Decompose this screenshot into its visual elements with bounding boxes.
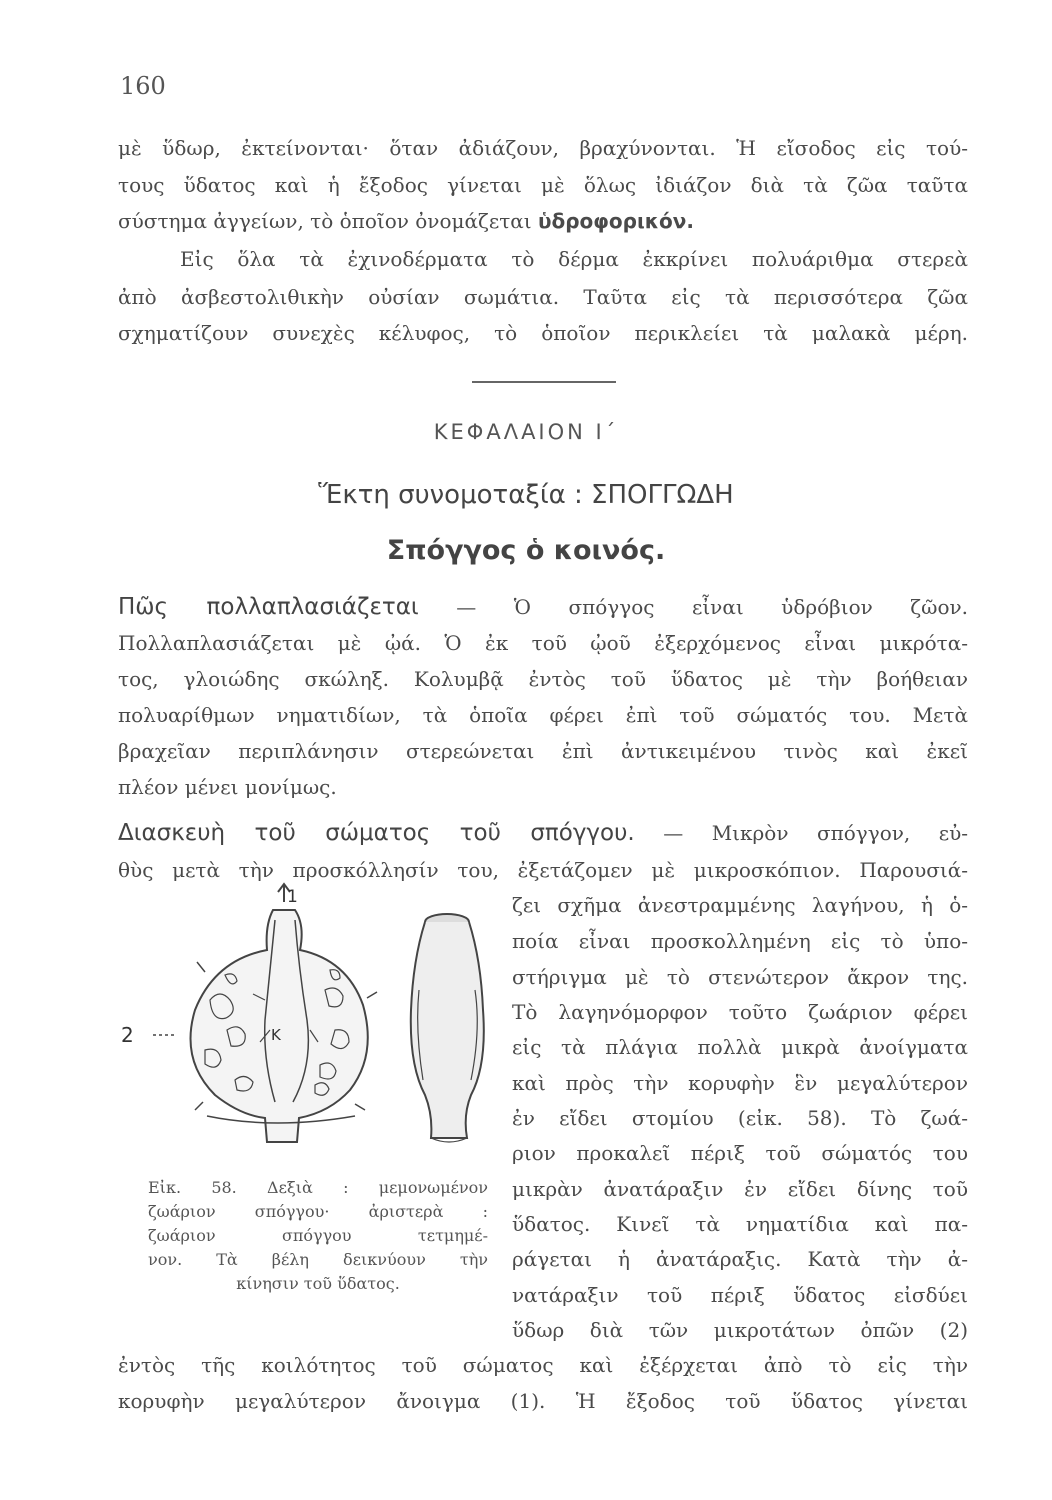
section-heading: Διασκευὴ τοῦ σώματος τοῦ σπόγγου. <box>118 820 635 846</box>
text-line: ριον προκαλεῖ πέριξ τοῦ σώματός του <box>512 1141 968 1165</box>
text-line: πολυαρίθμων νηματιδίων, τὰ ὁποῖα φέρει ἐπὶ τοῦ σώματός του. Μετὰ <box>118 703 968 727</box>
caption-line: νον. Τὰ βέλη δεικνύουν τὴν <box>148 1250 488 1269</box>
text-line: ζει σχῆμα ἀνεστραμμένης λαγήνου, ἡ ὁ- <box>512 893 968 917</box>
caption-line: κίνησιν τοῦ ὕδατος. <box>236 1274 400 1293</box>
text-line: νατάραξιν τοῦ πέριξ ὕδατος εἰσδύει <box>512 1283 968 1307</box>
text-line: ράγεται ἡ ἀνατάραξις. Κατὰ τὴν ἀ- <box>512 1247 968 1271</box>
caption-line: ζωάριον σπόγγου· ἀριστερὰ : <box>148 1202 488 1221</box>
text-line: Εἰς ὅλα τὰ ἐχινοδέρματα τὸ δέρμα ἐκκρίνει πολυάριθμα στερεὰ <box>180 247 968 271</box>
text-line: ὕδωρ διὰ τῶν μικροτάτων ὀπῶν (2) <box>512 1318 968 1342</box>
figure-label-top: 1 <box>287 887 298 907</box>
sponge-cross-section <box>153 884 377 1142</box>
bold-term: ὑδροφορικόν. <box>537 209 694 233</box>
text-line: ποία εἶναι προσκολλημένη εἰς τὸ ὑπο- <box>512 929 968 953</box>
sponge-figure <box>115 880 510 1180</box>
species-title: Σπόγγος ὁ κοινός. <box>386 535 666 566</box>
caption-line: ζωάριον σπόγγου τετμημέ- <box>148 1226 488 1245</box>
figure-caption <box>148 1176 488 1296</box>
caption-line: Εἰκ. 58. Δεξιὰ : μεμονωμένον <box>148 1178 488 1197</box>
figure-label-cavity: K <box>271 1026 281 1044</box>
text-line: Τὸ λαγηνόμορφον τοῦτο ζωάριον φέρει <box>512 1000 968 1024</box>
chapter-heading: ΚΕΦΑΛΑΙΟΝ Ι΄ <box>433 420 619 444</box>
text-line: ἀπὸ ἀσβεστολιθικὴν οὐσίαν σωμάτια. Ταῦτα εἰς τὰ περισσότερα ζῶα <box>118 285 968 309</box>
text-line: εἰς τὰ πλάγια πολλὰ μικρὰ ἀνοίγματα <box>512 1035 968 1059</box>
figure-label-side: 2 <box>121 1023 134 1047</box>
text-line: τους ὕδατος καὶ ἡ ἔξοδος γίνεται μὲ ὅλως ἰδιάζον διὰ τὰ ζῶα ταῦτα <box>118 173 968 197</box>
text-line: Πολλαπλασιάζεται μὲ ᾠά. Ὁ ἐκ τοῦ ᾠοῦ ἐξερχόμενος εἶναι μικρότα- <box>118 631 968 655</box>
text-line: κορυφὴν μεγαλύτερον ἄνοιγμα (1). Ἡ ἔξοδος τοῦ ὕδατος γίνεται <box>118 1389 968 1413</box>
text-span: σύστημα ἀγγείων, τὸ ὁποῖον ὀνομάζεται <box>118 209 532 233</box>
text-line: σχηματίζουν συνεχὲς κέλυφος, τὸ ὁποῖον περικλείει τὰ μαλακὰ μέρη. <box>118 321 968 345</box>
text-line: καὶ πρὸς τὴν κορυφὴν ἓν μεγαλύτερον <box>512 1071 968 1095</box>
text-line: μὲ ὕδωρ, ἐκτείνονται· ὅταν ἀδιάζουν, βραχύνονται. Ἡ εἴσοδος εἰς τού- <box>118 136 968 160</box>
text-line: πλέον μένει μονίμως. <box>118 775 337 799</box>
text-line: ἐντὸς τῆς κοιλότητος τοῦ σώματος καὶ ἐξέρχεται ἀπὸ τὸ εἰς τὴν <box>118 1353 968 1377</box>
text-line: ὕδατος. Κινεῖ τὰ νηματίδια καὶ πα- <box>512 1212 968 1236</box>
section-heading: Πῶς πολλαπλασιάζεται <box>118 594 419 620</box>
sponge-exterior <box>411 914 484 1142</box>
text-line <box>118 818 968 848</box>
text-line: ἐν εἴδει στομίου (εἰκ. 58). Τὸ ζωά- <box>512 1106 968 1130</box>
text-span: — Ὁ σπόγγος εἶναι ὑδρόβιον ζῶον. <box>456 595 969 619</box>
page-number: 160 <box>120 72 166 100</box>
text-line: μικρὰν ἀνατάραξιν ἐν εἴδει δίνης τοῦ <box>512 1177 968 1201</box>
text-span: — Μικρὸν σπόγγον, εὐ- <box>663 821 969 845</box>
section-divider <box>472 381 616 383</box>
order-title: Ἕκτη συνομοταξία : ΣΠΟΓΓΩΔΗ <box>318 480 734 510</box>
text-line: στήριγμα μὲ τὸ στενώτερον ἄκρον της. <box>512 965 968 989</box>
text-line <box>118 206 968 236</box>
text-line: τος, γλοιώδης σκώληξ. Κολυμβᾷ ἐντὸς τοῦ ὕδατος μὲ τὴν βοήθειαν <box>118 667 968 691</box>
text-line: βραχεῖαν περιπλάνησιν στερεώνεται ἐπὶ ἀντικειμένου τινὸς καὶ ἐκεῖ <box>118 739 968 763</box>
text-line <box>118 592 968 622</box>
text-line: θὺς μετὰ τὴν προσκόλλησίν του, ἐξετάζομεν μὲ μικροσκόπιον. Παρουσιά- <box>118 858 968 882</box>
